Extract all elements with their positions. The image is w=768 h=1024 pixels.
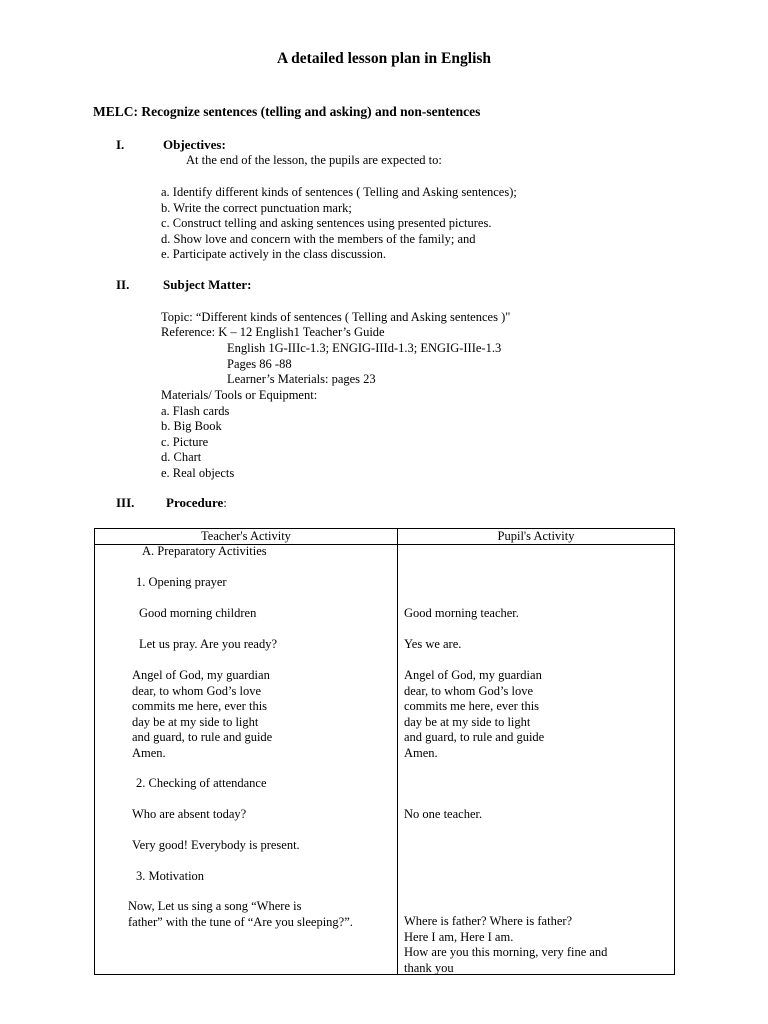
prayer-line: Angel of God, my guardian [132,668,270,682]
prayer-line: day be at my side to light [404,714,531,729]
teacher-step-motivation: 3. Motivation [136,869,205,883]
objective-item: a. Identify different kinds of sentences ( Telling and Asking sentences); [161,185,517,199]
procedure-heading-line [166,495,227,511]
materials-block [161,388,317,481]
objectives-intro: At the end of the lesson, the pupils are expected to: [186,153,442,167]
teacher-prayer [132,668,272,761]
material-item: a. Flash cards [161,403,230,418]
prayer-line: Amen. [404,745,438,760]
teacher-preparatory-activities: A. Preparatory Activities [142,544,267,558]
reference-line: English 1G-IIIc-1.3; ENGIG-IIId-1.3; ENGIG-IIIe-1.3 [227,341,502,355]
teacher-greeting: Good morning children [139,606,257,620]
procedure-heading: Procedure [166,495,224,510]
material-item: b. Big Book [161,419,222,433]
teacher-step-attendance: 2. Checking of attendance [136,776,267,790]
prayer-line: Angel of God, my guardian [404,668,542,682]
song-line: Here I am, Here I am. [404,929,514,944]
pupil-song [404,914,607,976]
teacher-everybody-present: Very good! Everybody is present. [132,838,300,852]
prayer-line: dear, to whom God’s love [132,683,261,698]
material-item: e. Real objects [161,465,235,480]
teacher-pray-prompt: Let us pray. Are you ready? [139,637,278,651]
teacher-column-header: Teacher's Activity [201,529,291,543]
prayer-line: day be at my side to light [132,714,259,729]
prayer-line: and guard, to rule and guide [404,730,545,744]
song-instruction-line: Now, Let us sing a song “Where is [128,899,302,913]
melc-line: MELC: Recognize sentences (telling and asking) and non-sentences [93,104,481,119]
reference-details [227,341,501,388]
objective-item: d. Show love and concern with the members of the family; and [161,231,476,246]
procedure-number: III. [116,495,135,510]
prayer-line: commits me here, ever this [132,699,268,713]
prayer-line: commits me here, ever this [404,699,540,713]
reference-line: Pages 86 -88 [227,356,292,371]
song-instruction-line: father” with the tune of “Are you sleeping?”. [128,914,353,929]
pupil-ready-response: Yes we are. [404,637,462,651]
prayer-line: dear, to whom God’s love [404,683,533,698]
teacher-song-instruction [128,899,353,930]
document-title: A detailed lesson plan in English [276,50,492,67]
reference-line: Learner’s Materials: pages 23 [227,372,376,386]
subject-matter-number: II. [116,277,130,292]
subject-matter-heading: Subject Matter: [163,277,252,292]
prayer-line: Amen. [132,745,166,760]
song-line: thank you [404,960,454,975]
objective-item: b. Write the correct punctuation mark; [161,200,352,215]
prayer-line: and guard, to rule and guide [132,730,273,744]
objectives-number: I. [116,137,125,152]
procedure-colon: : [223,495,227,510]
pupil-absent-response: No one teacher. [404,807,483,821]
objectives-list [161,185,517,263]
song-line: Where is father? Where is father? [404,914,573,928]
pupil-column-header: Pupil's Activity [497,529,575,543]
pupil-greeting: Good morning teacher. [404,606,519,620]
objective-item: c. Construct telling and asking sentences using presented pictures. [161,216,492,230]
song-line: How are you this morning, very fine and [404,945,608,959]
teacher-absent-question: Who are absent today? [132,807,247,821]
objectives-heading: Objectives: [163,137,226,152]
subject-matter-topic: Topic: “Different kinds of sentences ( Telling and Asking sentences )" [161,310,511,324]
objective-item: e. Participate actively in the class discussion. [161,247,386,261]
material-item: c. Picture [161,434,209,449]
materials-heading: Materials/ Tools or Equipment: [161,388,318,402]
teacher-step-opening-prayer: 1. Opening prayer [136,575,227,589]
material-item: d. Chart [161,450,202,464]
subject-matter-reference: Reference: K – 12 English1 Teacher’s Guide [161,325,385,339]
column-divider [397,529,398,974]
pupil-prayer [404,668,544,761]
activity-table [94,528,675,975]
